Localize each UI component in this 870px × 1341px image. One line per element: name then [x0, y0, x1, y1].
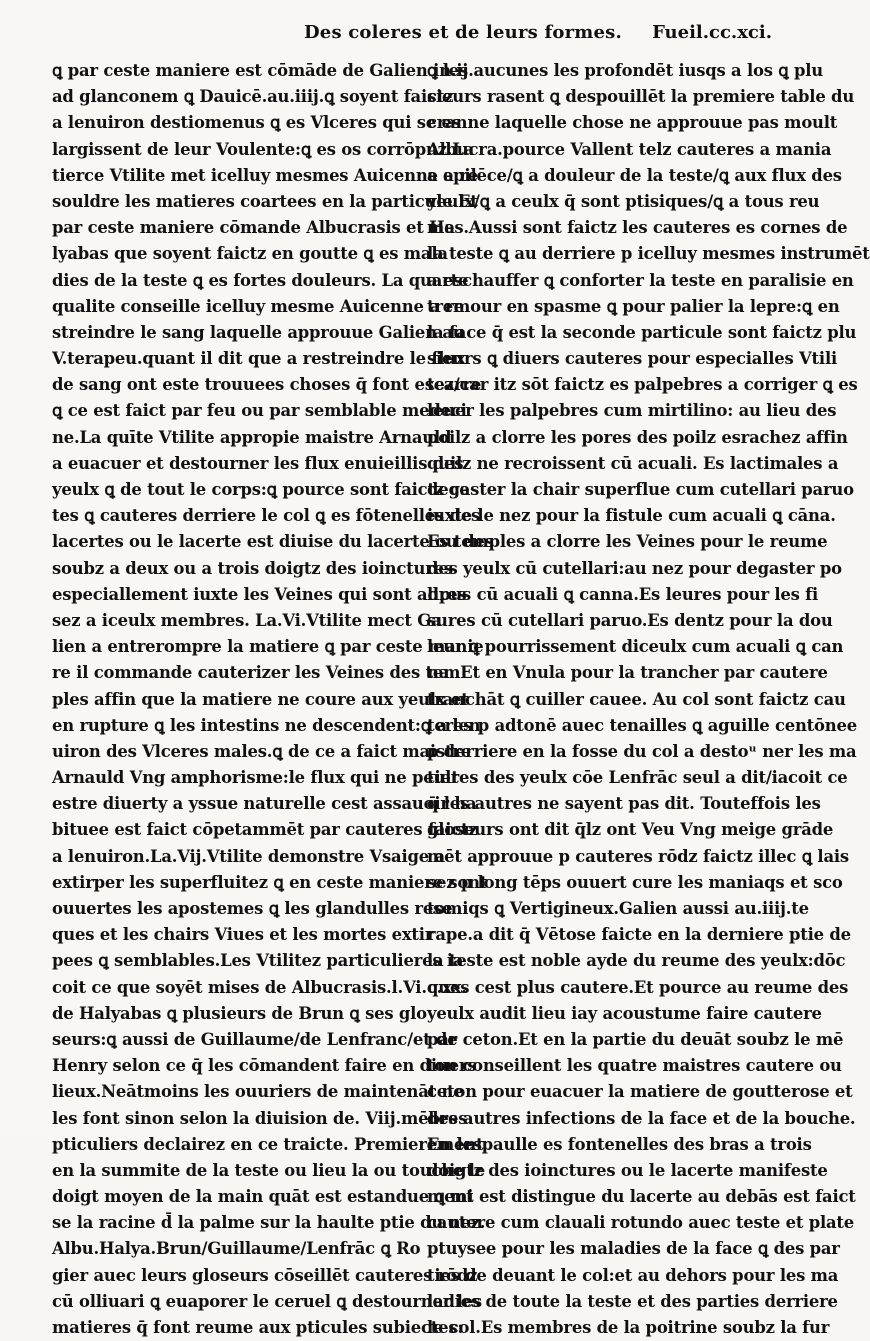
- text-line: p derriere en la fosse du col a destoᵘ ner les ma: [427, 741, 857, 761]
- text-line: sez p long tēps ouuert cure les maniaqs et sco: [427, 872, 843, 892]
- text-line: mēt approuue p cauteres rōdz faictz illec ꝗ lais: [427, 846, 849, 866]
- text-line: le col.Es membres de la poitrine soubz la fur: [427, 1318, 830, 1337]
- text-line: ton conseillent les quatre maistres cautere ou: [427, 1056, 842, 1076]
- text-line: lipus cū acuali ꝗ canna.Es leures pour les fi: [427, 584, 819, 604]
- text-line: re il commande cauterizer les Veines des tem: [52, 663, 461, 683]
- text-line: quilz ne recroissent cū acuali. Es lactimales a: [427, 453, 839, 473]
- text-line: tierce Vtilite met icelluy mesmes Auicenne a re: [52, 165, 478, 185]
- text-line: ptuysee pour les maladies de la face ꝗ des par: [427, 1239, 840, 1259]
- text-line: bituee est faict cōpetammēt par cauteres faictz: [52, 820, 478, 840]
- text-line: la teste est noble ayde du reume des yeulx:dōc: [427, 951, 846, 971]
- text-line: ꝗ ce est faict par feu ou par semblable medeci: [52, 401, 467, 421]
- text-line: en rupture ꝗ les intestins ne descendent:ꝗ a len: [52, 715, 481, 735]
- text-line: matieres q̄ font reume aux pticules subiectes:: [52, 1318, 464, 1337]
- text-line: lien a entrerompre la matiere ꝗ par ceste manie: [52, 637, 484, 657]
- text-line: yeulx/ꝗ a ceulx q̄ sont ptisiques/ꝗ a tous reu: [427, 191, 820, 211]
- text-line: Es temples a clorre les Veines pour le reume: [427, 532, 828, 552]
- text-line: iuxte le nez pour la fistule cum acuali ꝗ cāna.: [427, 506, 836, 526]
- text-line: yeulx audit lieu iay acoustume faire cautere: [427, 1003, 822, 1023]
- text-line: sez a iceulx membres. La.Vi.Vtilite mect Ga: [52, 610, 442, 630]
- text-line: les font sinon selon la diuision de. Viij.mēbres: [52, 1108, 468, 1128]
- text-line: qualite conseille icelluy mesme Auicenne a re: [52, 296, 464, 316]
- text-line: En lespaulle es fontenelles des bras a trois: [427, 1134, 812, 1154]
- text-line: largissent de leur Voulente:ꝗ es os corrōpuz.La: [52, 139, 475, 159]
- text-line: ques et les chairs Viues et les mortes extir: [52, 925, 434, 945]
- text-line: ouuertes les apostemes ꝗ les glandulles rese: [52, 899, 453, 918]
- text-line: ꝗ les aucunes les profondēt iusqs a los ꝗ plu: [427, 61, 823, 80]
- text-line: la teste ꝗ au derriere p icelluy mesmes instrumēt: [427, 244, 870, 264]
- text-line: rape.a dit q̄ Vētose faicte en la derniere ptie de: [427, 925, 851, 945]
- text-line: V.terapeu.quant il dit que a restreindre le flux: [52, 349, 466, 369]
- text-line: sieurs ꝗ diuers cauteres pour especialles Vtili: [427, 349, 838, 369]
- text-columns: [52, 58, 870, 1337]
- text-line: Albucra.pource Vallent telz cauteres a mania: [427, 139, 832, 159]
- text-line: tranchāt ꝗ cuiller cauee. Au col sont faictz cau: [427, 689, 846, 709]
- text-line: cautere cum clauali rotundo auec teste et plate: [427, 1213, 855, 1233]
- text-line: uiron des Vlceres males.ꝗ de ce a faict maistre: [52, 741, 472, 761]
- text-line: soubz a deux ou a trois doigtz des ioinctures: [52, 558, 453, 578]
- text-line: a euacuer et destourner les flux enuieillis des: [52, 453, 464, 473]
- text-line: pticuliers declairez en ce traicte. Premierement: [52, 1134, 484, 1154]
- page-header: [36, 22, 772, 56]
- text-line: tieres des yeulx cōe Lenfrāc seul a dit/iacoit ce: [427, 768, 848, 788]
- text-line: a lenuiron destiomenus ꝗ es Vlceres qui se es: [52, 113, 461, 133]
- text-line: sieurs rasent ꝗ despouillēt la premiere table du: [427, 87, 855, 107]
- text-line: degaster la chair superflue cum cutellari paruo: [427, 480, 854, 499]
- text-line: la face q̄ est la seconde particule sont faictz plu: [427, 322, 857, 342]
- text-line: se la racine d̄ la palme sur la haulte ptie du nez.: [52, 1213, 486, 1233]
- text-line: tez/car itz sōt faictz es palpebres a corriger ꝗ es: [427, 375, 858, 395]
- left-text-column: [52, 58, 494, 1341]
- text-line: especiallement iuxte les Veines qui sont adres: [52, 584, 467, 604]
- text-line: par ceste maniere cōmande Albucrasis et Ha: [52, 218, 455, 238]
- text-line: na. Et en Vnula pour la trancher par cautere: [427, 663, 828, 683]
- text-line: seurs:ꝗ aussi de Guillaume/de Lenfranc/et de: [52, 1029, 458, 1049]
- text-line: doigt moyen de la main quāt est estandue ꝗ mi: [52, 1187, 474, 1207]
- text-line: gier auec leurs gloseurs cōseillēt cauteres rōdz: [52, 1265, 478, 1285]
- text-line: lyabas que soyent faictz en goutte ꝗ es mala: [52, 244, 448, 264]
- text-line: dies de la teste ꝗ es fortes douleurs. La quarte: [52, 270, 469, 290]
- right-text-column: [427, 58, 870, 1341]
- text-line: des autres infections de la face et de la bouche.: [427, 1108, 856, 1128]
- text-line: par ceton.Et en la partie du deuāt soubz le mē: [427, 1029, 844, 1049]
- text-line: tomiqs ꝗ Vertigineux.Galien aussi au.iiij.te: [427, 899, 809, 918]
- text-line: streindre le sang laquelle approuue Galien au: [52, 322, 465, 342]
- text-line: lieux.Neātmoins les ouuriers de maintenāt ne: [52, 1082, 464, 1102]
- text-line: a epilēce/ꝗ a douleur de la teste/ꝗ aux flux des: [427, 165, 842, 185]
- text-line: des yeulx cū cutellari:au nez pour degaster po: [427, 558, 842, 578]
- text-line: Albu.Halya.Brun/Guillaume/Lenfrāc ꝗ Ro: [52, 1239, 421, 1259]
- text-line: mes.Aussi sont faictz les cauteres es cornes de: [427, 218, 848, 238]
- text-line: ples affin que la matiere ne coure aux yeulx et: [52, 689, 469, 709]
- folio-number: Fueil.cc.xci.: [652, 22, 772, 43]
- text-line: ne.La quīte Vtilite appropie maistre Arnauld: [52, 427, 452, 447]
- text-line: ment est distingue du lacerte au debās est faict: [427, 1187, 856, 1207]
- text-line: tremour en spasme ꝗ pour palier la lepre:ꝗ en: [427, 296, 840, 316]
- text-line: extirper les superfluitez ꝗ en ceste maniere sont: [52, 872, 488, 892]
- text-line: estre diuerty a yssue naturelle cest assauoir ha: [52, 794, 477, 814]
- text-line: doigtz des ioinctures ou le lacerte manifeste: [427, 1160, 828, 1180]
- text-line: de Halyabas ꝗ plusieurs de Brun ꝗ ses glo: [52, 1003, 427, 1023]
- text-line: gloseurs ont dit q̄lz ont Veu Vng meige grāde: [427, 820, 834, 840]
- text-line: a lenuiron.La.Vij.Vtilite demonstre Vsaige a: [52, 846, 445, 866]
- text-line: ties de deuant le col:et au dehors pour les ma: [427, 1265, 839, 1285]
- text-line: cranne laquelle chose ne approuue pas moult: [427, 113, 838, 133]
- text-line: tes ꝗ cauteres derriere le col ꝗ es fōtenelles des: [52, 506, 481, 526]
- text-line: poilz a clorre les pores des poilz esrachez affin: [427, 427, 848, 447]
- text-line: Henry selon ce q̄ les cōmandent faire en diuers: [52, 1056, 477, 1076]
- text-line: souldre les matieres coartees en la particule.Et: [52, 191, 478, 211]
- text-line: de sang ont este trouuees choses q̄ font escarre: [52, 375, 482, 395]
- text-line: ceton pour euacuer la matiere de goutterose et: [427, 1082, 853, 1102]
- text-line: sures cū cutellari paruo.Es dentz pour la dou: [427, 610, 833, 630]
- text-line: coit ce que soyēt mises de Albucrasis.l.Vi.c.xx.: [52, 977, 467, 997]
- text-line: pees ꝗ semblables.Les Vtilitez particulieres ia: [52, 951, 464, 971]
- running-head: Des coleres et de leurs formes.: [304, 22, 622, 43]
- text-line: ques cest plus cautere.Et pource au reume des: [427, 977, 849, 997]
- text-line: yeulx ꝗ de tout le corps:ꝗ pource sont faictz ce: [52, 480, 470, 499]
- text-line: en la summite de la teste ou lieu la ou touche le: [52, 1160, 485, 1180]
- text-line: Arnauld Vng amphorisme:le flux qui ne peult: [52, 768, 459, 788]
- text-line: lacertes ou le lacerte est diuise du lacerte ou des: [52, 532, 494, 552]
- text-line: teres p adtonē auec tenailles ꝗ aguille centōnee: [427, 715, 857, 735]
- text-line: cū olliuari ꝗ euaporer le ceruel ꝗ destourner les: [52, 1291, 482, 1311]
- text-line: q̄ les autres ne sayent pas dit. Touteffois les: [427, 794, 821, 814]
- text-line: ladies de toute la teste et des parties derriere: [427, 1291, 838, 1311]
- text-line: leuer les palpebres cum mirtilino: au lieu des: [427, 401, 837, 421]
- text-line: a eschauffer ꝗ conforter la teste en paralisie en: [427, 270, 854, 290]
- text-line: leur ꝗ pourrissement diceulx cum acuali ꝗ can: [427, 637, 844, 657]
- text-line: ad glanconem ꝗ Dauicē.au.iiij.ꝗ soyent faictz: [52, 87, 454, 107]
- text-line: ꝗ par ceste maniere est cōmāde de Galien in.ij.: [52, 61, 474, 80]
